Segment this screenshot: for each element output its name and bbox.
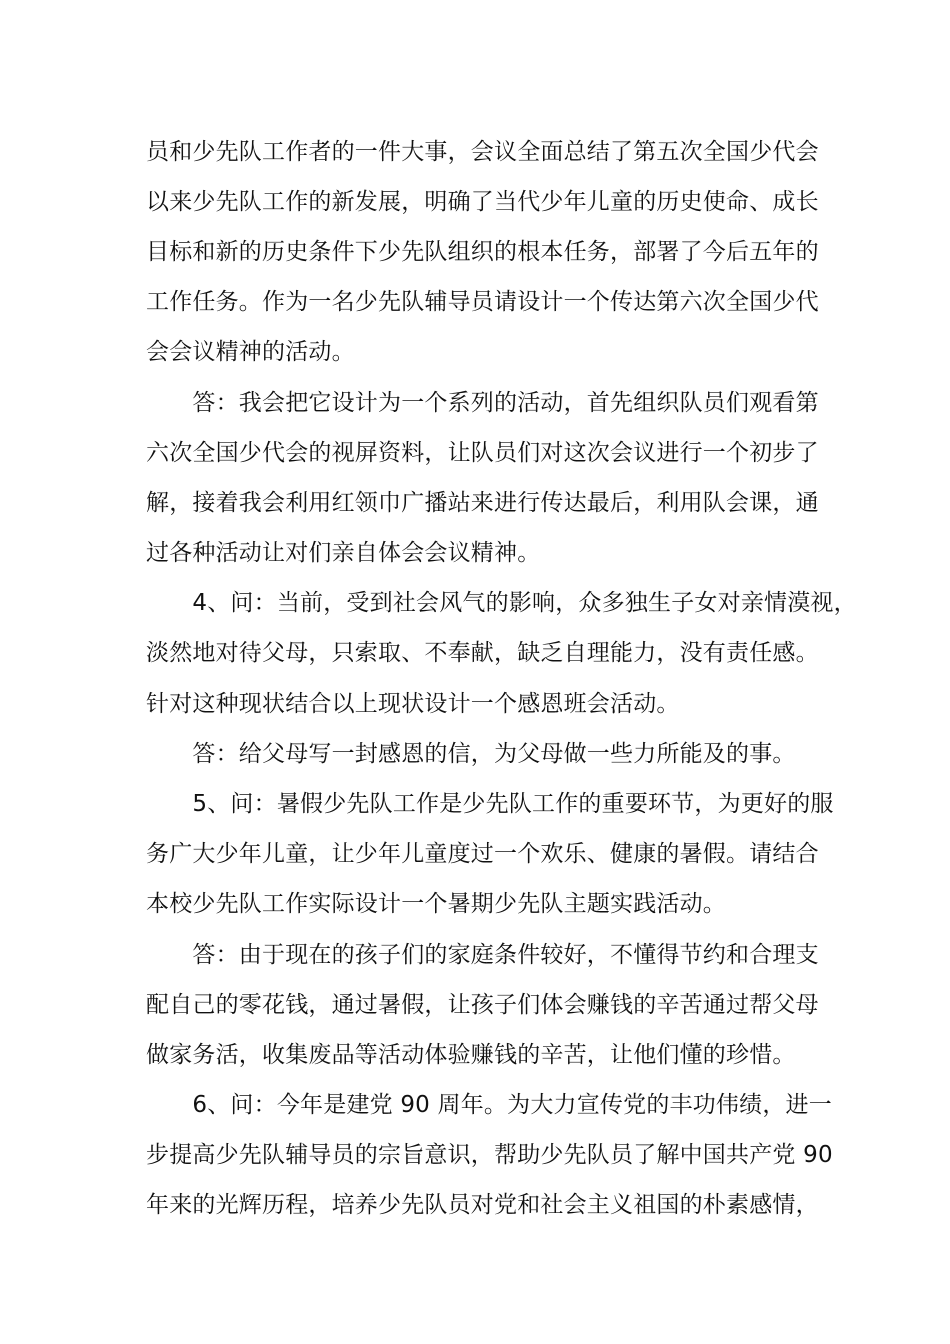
text-line: 答：我会把它设计为一个系列的活动，首先组织队员们观看第: [146, 390, 819, 416]
text-line: 答：给父母写一封感恩的信，为父母做一些力所能及的事。: [146, 741, 796, 767]
text-line: 做家务活，收集废品等活动体验赚钱的辛苦，让他们懂的珍惜。: [146, 1042, 796, 1068]
text-line: 4、问：当前，受到社会风气的影响，众多独生子女对亲情漠视，: [146, 590, 857, 616]
text-line: 答：由于现在的孩子们的家庭条件较好，不懂得节约和合理支: [146, 942, 819, 968]
text-line: 本校少先队工作实际设计一个暑期少先队主题实践活动。: [146, 891, 726, 917]
text-line: 会会议精神的活动。: [146, 339, 355, 365]
text-line: 针对这种现状结合以上现状设计一个感恩班会活动。: [146, 691, 680, 717]
text-line: 以来少先队工作的新发展，明确了当代少年儿童的历史使命、成长: [146, 189, 819, 215]
text-line: 解，接着我会利用红领巾广播站来进行传达最后，利用队会课，通: [146, 490, 819, 516]
text-line: 5、问：暑假少先队工作是少先队工作的重要环节，为更好的服: [146, 791, 834, 817]
text-line: 六次全国少代会的视屏资料，让队员们对这次会议进行一个初步了: [146, 440, 819, 466]
text-line: 6、问：今年是建党 90 周年。为大力宣传党的丰功伟绩，进一: [146, 1092, 832, 1118]
text-line: 员和少先队工作者的一件大事，会议全面总结了第五次全国少代会: [146, 139, 819, 165]
text-line: 过各种活动让对们亲自体会会议精神。: [146, 540, 541, 566]
text-line: 步提高少先队辅导员的宗旨意识，帮助少先队员了解中国共产党 90: [146, 1142, 833, 1168]
text-line: 淡然地对待父母，只索取、不奉献，缺乏自理能力，没有责任感。: [146, 640, 819, 666]
text-line: 工作任务。作为一名少先队辅导员请设计一个传达第六次全国少代: [146, 289, 819, 315]
text-line: 目标和新的历史条件下少先队组织的根本任务，部署了今后五年的: [146, 239, 819, 265]
text-line: 务广大少年儿童，让少年儿童度过一个欢乐、健康的暑假。请结合: [146, 841, 819, 867]
text-line: 配自己的零花钱，通过暑假，让孩子们体会赚钱的辛苦通过帮父母: [146, 992, 819, 1018]
text-line: 年来的光辉历程，培养少先队员对党和社会主义祖国的朴素感情，: [146, 1192, 819, 1218]
